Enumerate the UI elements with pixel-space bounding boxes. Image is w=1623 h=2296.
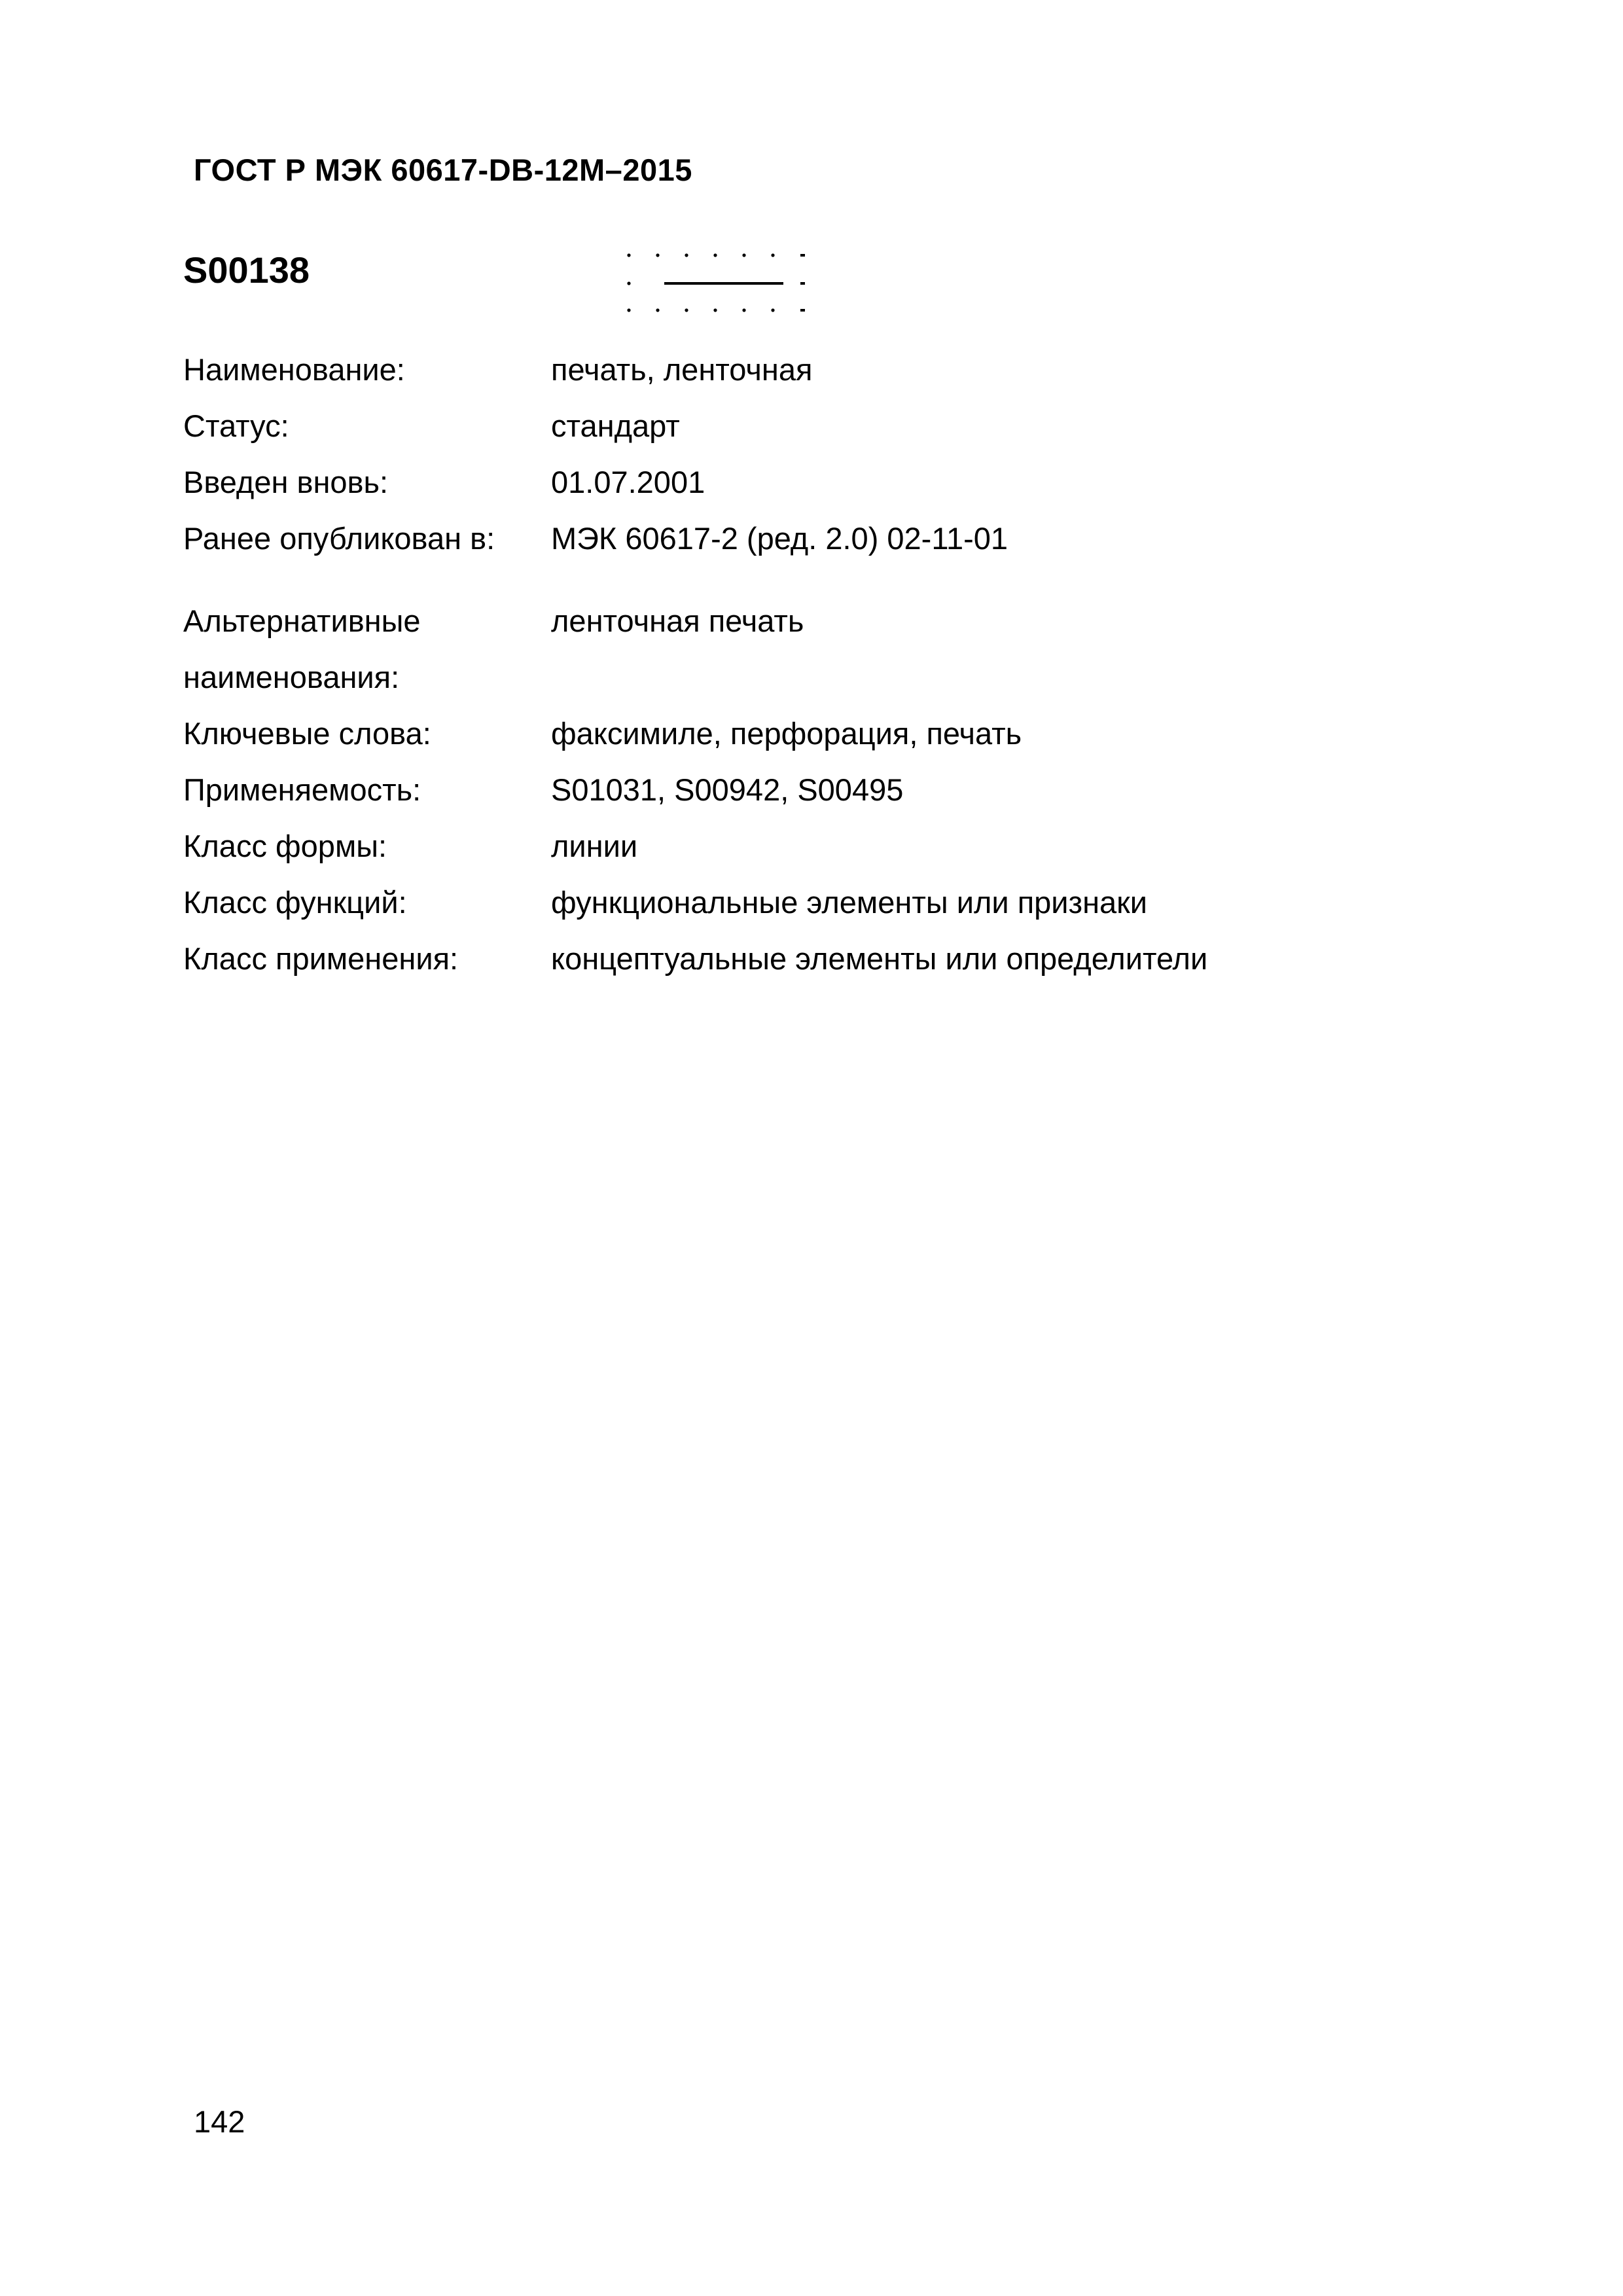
property-label: Ключевые слова: xyxy=(183,716,431,751)
property-label: Альтернативные xyxy=(183,603,421,638)
document-header: ГОСТ Р МЭК 60617-DB-12M–2015 xyxy=(194,152,692,187)
symbol-graphic xyxy=(618,247,828,319)
property-value: печать, ленточная xyxy=(551,352,813,387)
property-value: ленточная печать xyxy=(551,603,804,638)
property-label: Ранее опубликован в: xyxy=(183,521,495,556)
property-value: линии xyxy=(551,829,638,863)
property-label: наименования: xyxy=(183,660,400,694)
property-label: Наименование: xyxy=(183,352,405,387)
property-label: Класс функций: xyxy=(183,885,407,920)
property-value: S01031, S00942, S00495 xyxy=(551,772,904,807)
property-label: Введен вновь: xyxy=(183,465,389,499)
property-value: факсимиле, перфорация, печать xyxy=(551,716,1022,751)
property-value: концептуальные элементы или определители xyxy=(551,941,1208,976)
property-label: Класс применения: xyxy=(183,941,459,976)
property-value: МЭК 60617-2 (ред. 2.0) 02-11-01 xyxy=(551,521,1008,556)
property-label: Применяемость: xyxy=(183,772,421,807)
property-label: Статус: xyxy=(183,408,289,443)
property-value: функциональные элементы или признаки xyxy=(551,885,1147,920)
property-value: 01.07.2001 xyxy=(551,465,705,499)
property-label: Класс формы: xyxy=(183,829,387,863)
property-value: стандарт xyxy=(551,408,680,443)
symbol-id: S00138 xyxy=(183,249,310,291)
page-number: 142 xyxy=(194,2104,245,2139)
